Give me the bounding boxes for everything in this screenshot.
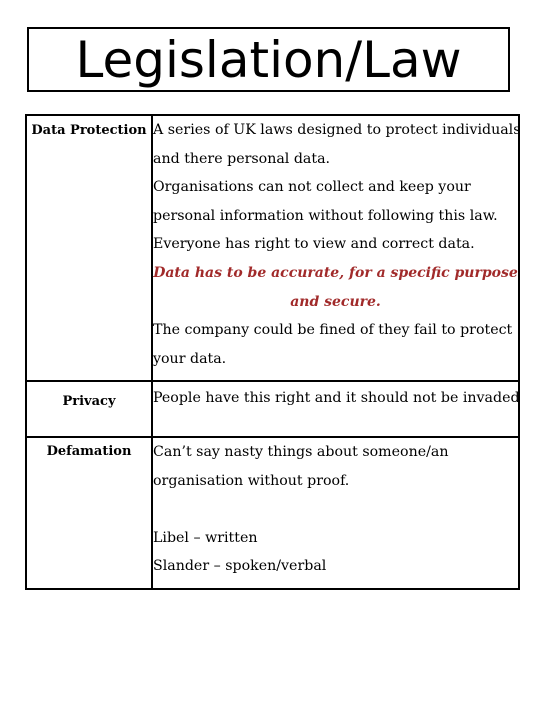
description-line: Libel – written [153,529,258,546]
description-cell [152,381,519,437]
table-row-data-protection [26,115,519,381]
description-line: Can’t say nasty things about someone/an [153,444,449,460]
term-label: Defamation [46,444,132,459]
description-line: your data. [153,350,227,367]
description-line: A series of UK laws designed to protect individuals [153,122,521,138]
description-line: The company could be fined of they fail to protect [153,322,513,339]
description-line: organisation without proof. [153,472,350,489]
description-line: Organisations can not collect and keep your [153,179,471,196]
description-cell [152,115,519,381]
title-box [27,27,510,92]
term-cell [26,437,152,589]
blank-line [153,495,518,524]
description-line: and there personal data. [153,150,331,167]
table-row-defamation [26,437,519,589]
term-cell [26,381,152,437]
term-label: Data Protection [31,123,147,138]
legislation-table [25,114,520,590]
highlighted-requirement: Data has to be accurate, for a specific purpose and secure. [153,264,518,310]
description-line: People have this right and it should not be invaded [153,390,520,406]
description-cell [152,437,519,589]
description-line: Everyone has right to view and correct data. [153,236,475,253]
page-title: Legislation/Law [75,30,462,89]
term-label: Privacy [62,394,116,409]
description-line: Slander – spoken/verbal [153,558,327,575]
table-row-privacy [26,381,519,437]
description-line: personal information without following this law. [153,207,498,224]
term-cell [26,115,152,381]
